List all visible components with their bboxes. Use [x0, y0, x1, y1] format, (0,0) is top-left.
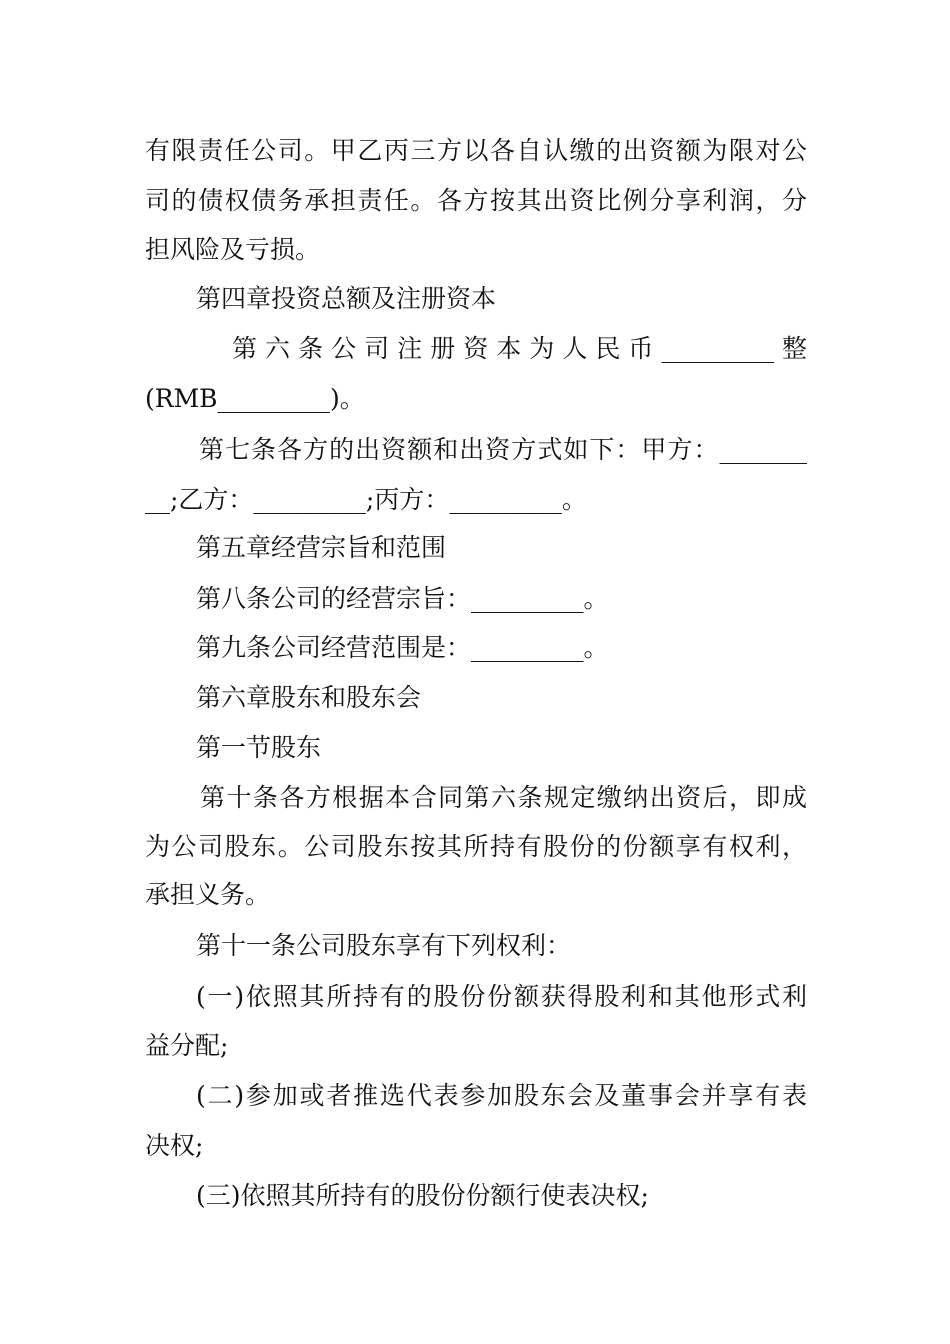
chapter-heading: 第六章股东和股东会 [196, 683, 422, 712]
list-item: (一)依照其所持有的股份份额获得股利和其他形式利 [196, 982, 807, 1011]
paragraph-line: 有限责任公司。甲乙丙三方以各自认缴的出资额为限对公 [145, 136, 807, 165]
section-heading: 第一节股东 [196, 733, 322, 762]
chapter-heading: 第四章投资总额及注册资本 [196, 284, 497, 313]
paragraph-line: 承担义务。 [145, 880, 271, 909]
article-line: 第七条各方的出资额和出资方式如下：甲方：_______ [199, 435, 807, 464]
list-item: (二)参加或者推选代表参加股东会及董事会并享有表 [196, 1081, 807, 1110]
article-line: 第六条公司注册资本为人民币_________整 [232, 334, 807, 363]
article-line: (RMB_________)。 [145, 384, 365, 413]
article-line: 第十条各方根据本合同第六条规定缴纳出资后，即成 [200, 783, 807, 812]
paragraph-line: 司的债权债务承担责任。各方按其出资比例分享利润，分 [145, 186, 807, 215]
chapter-heading: 第五章经营宗旨和范围 [196, 533, 447, 562]
article-line: 第八条公司的经营宗旨：_________。 [196, 584, 609, 613]
list-item: 益分配; [145, 1031, 229, 1060]
article-line: 第九条公司经营范围是：_________。 [196, 633, 609, 662]
article-line: 第十一条公司股东享有下列权利： [196, 931, 572, 960]
list-item: (三)依照其所持有的股份份额行使表决权; [196, 1181, 649, 1210]
article-line: __;乙方：_________;丙方：_________。 [145, 485, 587, 514]
paragraph-line: 担风险及亏损。 [145, 235, 321, 264]
paragraph-line: 为公司股东。公司股东按其所持有股份的份额享有权利， [145, 832, 807, 861]
list-item: 决权; [145, 1131, 204, 1160]
